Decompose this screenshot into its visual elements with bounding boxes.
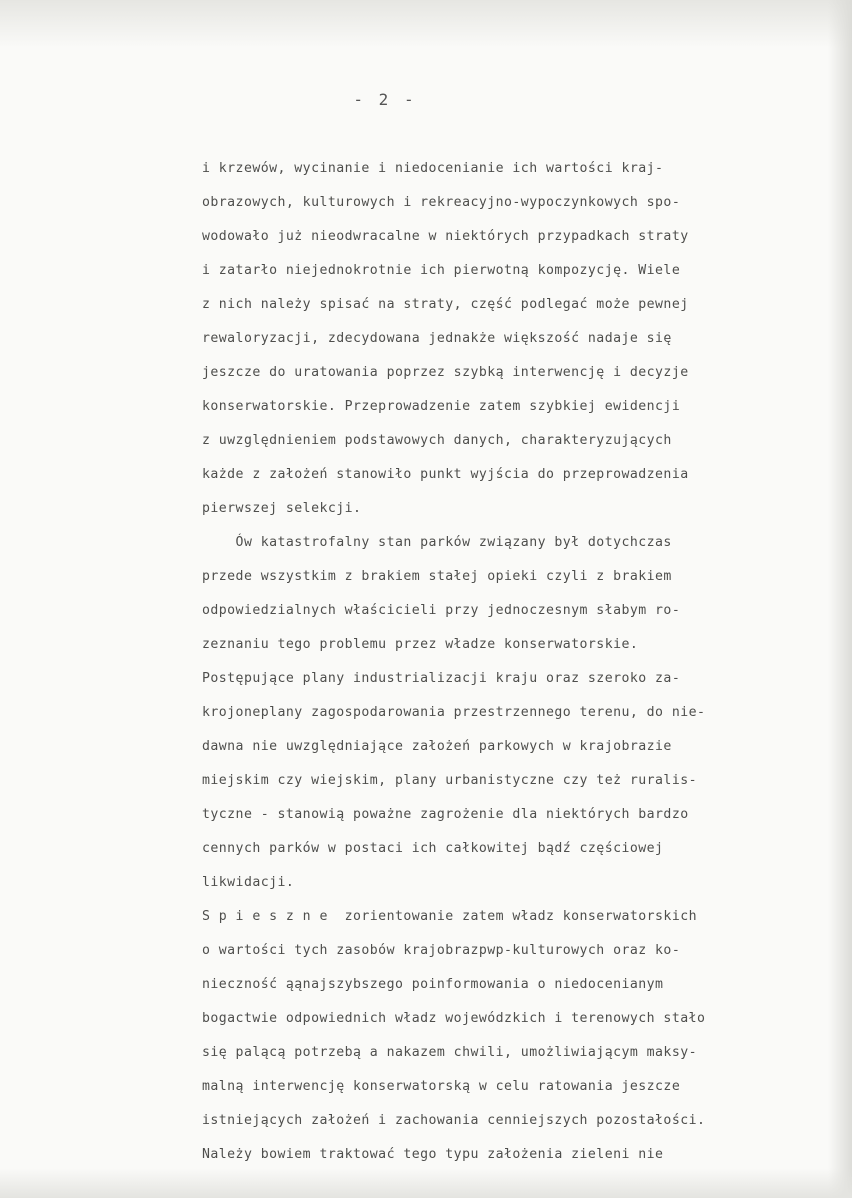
scan-shadow-top <box>0 0 852 48</box>
text-line: jeszcze do uratowania poprzez szybką interwencję i decyzje <box>202 365 689 380</box>
text-line: Należy bowiem traktować tego typu założenia zieleni nie <box>202 1147 664 1162</box>
text-line: pierwszej selekcji. <box>202 501 362 516</box>
text-line: z uwzględnieniem podstawowych danych, charakteryzujących <box>202 433 672 448</box>
text-line: i krzewów, wycinanie i niedocenianie ich wartości kraj- <box>202 161 664 176</box>
text-line: likwidacji. <box>202 875 295 890</box>
page-number: - 2 - <box>353 90 417 109</box>
text-line: miejskim czy wiejskim, plany urbanistyczne czy też ruralis- <box>202 773 697 788</box>
text-line: Postępujące plany industrializacji kraju oraz szeroko za- <box>202 671 681 686</box>
text-line: o wartości tych zasobów krajobrazpwp-kulturowych oraz ko- <box>202 943 681 958</box>
text-line: rewaloryzacji, zdecydowana jednakże większość nadaje się <box>202 331 672 346</box>
text-line: dawna nie uwzględniające założeń parkowych w krajobrazie <box>202 739 672 754</box>
text-line: istniejących założeń i zachowania cenniejszych pozostałości. <box>202 1113 706 1128</box>
text-line: bogactwie odpowiednich władz wojewódzkich i terenowych stało <box>202 1011 706 1026</box>
text-line: Ów katastrofalny stan parków związany był dotychczas <box>202 535 672 550</box>
text-line: konserwatorskie. Przeprowadzenie zatem szybkiej ewidencji <box>202 399 681 414</box>
text-line: obrazowych, kulturowych i rekreacyjno-wypoczynkowych spo- <box>202 195 681 210</box>
scan-shadow-right <box>828 0 852 1198</box>
text-line: tyczne - stanowią poważne zagrożenie dla niektórych bardzo <box>202 807 689 822</box>
text-line: malną interwencję konserwatorską w celu ratowania jeszcze <box>202 1079 681 1094</box>
text-line: przede wszystkim z brakiem stałej opieki czyli z brakiem <box>202 569 672 584</box>
text-line: każde z założeń stanowiło punkt wyjścia do przeprowadzenia <box>202 467 689 482</box>
text-line: cennych parków w postaci ich całkowitej bądź częściowej <box>202 841 664 856</box>
text-line: z nich należy spisać na straty, część podlegać może pewnej <box>202 297 689 312</box>
text-line: nieczność ąąnajszybszego poinformowania o niedocenianym <box>202 977 664 992</box>
scan-shadow-bottom <box>0 1168 852 1198</box>
text-line: się palącą potrzebą a nakazem chwili, umożliwiającym maksy- <box>202 1045 697 1060</box>
text-line: S p i e s z n e zorientowanie zatem władz konserwatorskich <box>202 909 697 924</box>
text-line: i zatarło niejednokrotnie ich pierwotną kompozycję. Wiele <box>202 263 681 278</box>
text-line: krojoneplany zagospodarowania przestrzennego terenu, do nie- <box>202 705 706 720</box>
text-line: odpowiedzialnych właścicieli przy jednoczesnym słabym ro- <box>202 603 681 618</box>
text-line: wodowało już nieodwracalne w niektórych przypadkach straty <box>202 229 689 244</box>
text-line: zeznaniu tego problemu przez władze konserwatorskie. <box>202 637 639 652</box>
